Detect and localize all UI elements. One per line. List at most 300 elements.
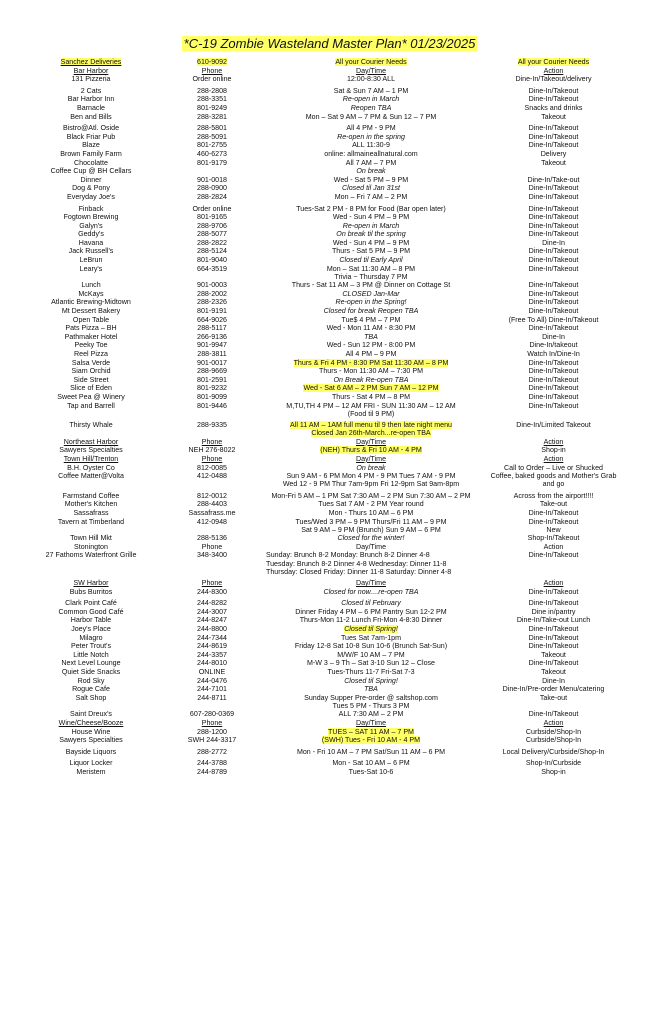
- venue-action: [471, 124, 636, 132]
- venue-name: [26, 316, 156, 324]
- venue-name-text: Fogtown Brewing: [63, 213, 119, 222]
- venue-action-text: Takeout: [541, 112, 566, 121]
- venue-phone-text: 244-8619: [197, 642, 227, 651]
- venue-name: [26, 367, 156, 375]
- venue-hours: [266, 367, 476, 375]
- venue-hours-text: Closed til Spring!: [344, 625, 398, 634]
- venue-hours: [266, 159, 476, 167]
- venue-phone-text: 801-2591: [197, 375, 227, 384]
- venue-name-text: Slice of Eden: [70, 384, 112, 393]
- venue-hours: [266, 230, 476, 238]
- venue-phone: [162, 694, 262, 702]
- venue-name-text: Pathmaker Hotel: [64, 332, 118, 341]
- venue-phone-text: 801-9179: [197, 158, 227, 167]
- table-row: [26, 651, 634, 660]
- venue-phone-text: 244-8800: [197, 625, 227, 634]
- venue-phone-text: 801-9249: [197, 103, 227, 112]
- venue-name: [26, 104, 156, 112]
- venue-name: [26, 588, 156, 596]
- venue-phone-text: 801-2755: [197, 141, 227, 150]
- venue-action-text: Dine-In/Takeout: [528, 247, 579, 256]
- venue-name-text: Lunch: [81, 281, 101, 290]
- venue-phone: [162, 133, 262, 141]
- venue-name-text: 2 Cats: [80, 86, 102, 95]
- table-row: [26, 694, 634, 711]
- venue-action-text: Dine-In/Takeout: [528, 384, 579, 393]
- venue-name-text: Town Hill Mkt: [70, 534, 112, 543]
- venue-name-text: Rogue Cafe: [72, 685, 110, 694]
- venue-name-text: Black Friar Pub: [66, 132, 116, 141]
- venue-name: [26, 230, 156, 238]
- venue-phone-text: 288-1200: [197, 727, 227, 736]
- venue-hours: [266, 464, 476, 472]
- venue-hours: [266, 759, 476, 767]
- venue-hours: [266, 87, 476, 95]
- venue-name: [26, 759, 156, 767]
- venue-phone: [162, 768, 262, 776]
- venue-action: [471, 359, 636, 367]
- venue-action-text: Dine-In/Takeout: [528, 256, 579, 265]
- section-header-venue-phone: [162, 719, 262, 727]
- venue-hours-text: Tues Sat 7 AM - 2 PM Year round: [318, 500, 424, 509]
- venue-hours-text: Closed til February: [341, 599, 401, 608]
- venue-hours: [266, 222, 476, 230]
- venue-hours-text: ALL 7:30 AM – 2 PM: [338, 710, 404, 719]
- table-row: [26, 492, 634, 501]
- venue-hours-text: Sat & Sun 7 AM – 1 PM: [333, 86, 409, 95]
- table-row: [26, 384, 634, 393]
- schedule-table: [26, 58, 634, 777]
- venue-phone: [162, 599, 262, 607]
- venue-hours: [266, 376, 476, 384]
- venue-name: [26, 625, 156, 633]
- venue-action: [471, 509, 636, 517]
- venue-name-text: Atlantic Brewing-Midtown: [51, 298, 131, 307]
- venue-phone-text: 244-8711: [197, 693, 227, 702]
- venue-name: [26, 265, 156, 273]
- venue-phone: [162, 736, 262, 744]
- venue-phone-text: 288-2002: [197, 289, 227, 298]
- table-row: [26, 668, 634, 677]
- venue-phone-text: 412-0948: [197, 517, 227, 526]
- venue-hours: [266, 281, 476, 289]
- venue-phone: [162, 685, 262, 693]
- table-row: [26, 551, 634, 576]
- venue-action: [471, 685, 636, 693]
- venue-action: [471, 402, 636, 410]
- venue-name: [26, 141, 156, 149]
- venue-hours: [266, 534, 476, 542]
- venue-name-text: Stonington: [74, 542, 108, 551]
- section-header-venue-action: [471, 455, 636, 463]
- venue-phone-text: Phone: [201, 718, 223, 727]
- table-row: [26, 333, 634, 342]
- venue-phone-text: 244-3357: [197, 650, 227, 659]
- venue-hours: [266, 193, 476, 201]
- venue-action-text: All your Courier Needs: [517, 58, 590, 66]
- venue-action: [471, 551, 636, 559]
- venue-action: [471, 446, 636, 454]
- venue-name-text: Peter Trout's: [71, 642, 111, 651]
- table-row: [26, 359, 634, 368]
- venue-name: [26, 350, 156, 358]
- section-header-venue-phone: [162, 579, 262, 587]
- table-row: [26, 265, 634, 282]
- venue-name-text: Open Table: [72, 315, 110, 324]
- venue-hours-text: Thurs - Sat 11 AM – 3 PM @ Dinner on Cottage St: [291, 281, 451, 290]
- venue-action-text: Dine-In: [542, 676, 565, 685]
- section-header-row: [26, 67, 634, 76]
- venue-action-text: Dine-In: [542, 332, 565, 341]
- venue-phone: [162, 634, 262, 642]
- venue-name: [26, 736, 156, 744]
- venue-hours-text: M-W 3 – 9 Th – Sat 3-10 Sun 12 – Close: [306, 659, 436, 668]
- venue-name: [26, 384, 156, 392]
- venue-action: [471, 728, 636, 736]
- venue-hours-text: (SWH) Tues - Fri 10 AM - 4 PM: [321, 736, 421, 745]
- venue-action-text: Take-out: [539, 693, 568, 702]
- venue-action-text: Dine-In/Takeout: [528, 551, 579, 560]
- venue-action: [471, 333, 636, 341]
- venue-hours-text: Tues-Sat 2 PM - 8 PM for Food (Bar open later): [296, 204, 446, 213]
- venue-action-text: Dine-In/Takeout: [528, 221, 579, 230]
- venue-name: [26, 659, 156, 667]
- venue-phone: [162, 625, 262, 633]
- venue-name-text: Leary's: [79, 264, 103, 273]
- venue-hours-text: Wed - Sun 12 PM - 8:00 PM: [326, 341, 416, 350]
- venue-phone: [162, 509, 262, 517]
- venue-action: [471, 104, 636, 112]
- venue-name-text: Reel Pizza: [74, 350, 108, 358]
- venue-name-text: Milagro: [79, 633, 103, 642]
- venue-phone: [162, 402, 262, 410]
- venue-hours: [266, 350, 476, 358]
- venue-action-text: Dine-In/Takeout: [528, 633, 579, 642]
- venue-name: [26, 710, 156, 718]
- venue-action-text: Dine-In/Takeout: [528, 392, 579, 401]
- venue-action: [471, 176, 636, 184]
- venue-name: [26, 634, 156, 642]
- venue-name: [26, 281, 156, 289]
- venue-phone: [162, 376, 262, 384]
- venue-action: [471, 265, 636, 273]
- table-row: [26, 256, 634, 265]
- venue-hours: [266, 333, 476, 341]
- venue-hours: [266, 677, 476, 685]
- venue-action-text: Dine-In/Takeout: [528, 710, 579, 719]
- venue-action: [471, 316, 636, 324]
- venue-phone: [162, 113, 262, 121]
- venue-name: [26, 75, 156, 83]
- venue-hours-text: Re-open in the Spring!: [335, 298, 407, 307]
- venue-name-text: Bar Harbor: [73, 66, 109, 75]
- venue-hours-text: M/W/F 10 AM – 7 PM: [337, 650, 405, 659]
- venue-phone: [162, 543, 262, 551]
- venue-hours: [266, 402, 476, 419]
- venue-hours-text: Day/Time: [355, 66, 387, 75]
- venue-name: [26, 685, 156, 693]
- venue-action: [471, 341, 636, 349]
- venue-action-text: Dine-In/Takeout: [528, 367, 579, 376]
- venue-name: [26, 393, 156, 401]
- venue-phone-text: 244-8247: [197, 616, 227, 625]
- venue-hours: [266, 518, 476, 535]
- venue-hours-text: 12:00-8:30 ALL: [346, 75, 396, 84]
- venue-name: [26, 642, 156, 650]
- venue-action: [471, 230, 636, 238]
- venue-action-text: Dine-In: [542, 238, 565, 247]
- venue-hours-text: online: allmaineallnatural.com: [324, 149, 418, 158]
- venue-hours: [266, 384, 476, 392]
- venue-name: [26, 446, 156, 454]
- venue-action-text: Dine-In/Takeout: [528, 204, 579, 213]
- venue-phone-text: NEH 276-8022: [188, 446, 236, 455]
- venue-hours: [266, 341, 476, 349]
- venue-phone-text: 244-0476: [197, 676, 227, 685]
- venue-name: [26, 307, 156, 315]
- venue-name-text: Saint Dreux's: [70, 710, 112, 719]
- venue-phone: [162, 239, 262, 247]
- venue-hours: [266, 167, 476, 175]
- venue-action-text: Action: [543, 718, 564, 727]
- venue-action: [471, 748, 636, 756]
- venue-name-text: Dinner: [80, 175, 102, 184]
- venue-name: [26, 133, 156, 141]
- venue-hours: [266, 256, 476, 264]
- table-row: [26, 290, 634, 299]
- venue-action-text: Dine-In/Takeout: [528, 192, 579, 201]
- venue-hours: [266, 634, 476, 642]
- table-row: [26, 350, 634, 359]
- table-row: [26, 141, 634, 150]
- venue-name: [26, 694, 156, 702]
- venue-phone-text: 288-5091: [197, 132, 227, 141]
- venue-name: [26, 402, 156, 410]
- venue-action: [471, 256, 636, 264]
- table-row: [26, 421, 634, 438]
- venue-phone-text: Order online: [192, 75, 232, 84]
- table-row: [26, 213, 634, 222]
- venue-name: [26, 150, 156, 158]
- venue-phone: [162, 651, 262, 659]
- venue-action: [471, 141, 636, 149]
- venue-hours-text: On Break Re-open TBA: [333, 375, 409, 384]
- venue-phone: [162, 659, 262, 667]
- venue-action: [471, 222, 636, 230]
- venue-hours-text: Wed - Mon 11 AM - 8:30 PM: [326, 324, 416, 333]
- venue-hours-text: Thurs & Fri 4 PM - 8:30 PM Sat 11:30 AM – 8 PM: [293, 358, 449, 367]
- venue-phone-text: 288-5136: [197, 534, 227, 543]
- venue-phone-text: 664-9026: [197, 315, 227, 324]
- venue-action: [471, 492, 636, 500]
- venue-hours-text: Re-open in March: [342, 95, 400, 104]
- section-header-venue-phone: [162, 67, 262, 75]
- table-row: [26, 184, 634, 193]
- venue-phone-text: 244-8282: [197, 599, 227, 608]
- venue-phone-text: 801-9165: [197, 213, 227, 222]
- venue-action: [471, 543, 636, 551]
- venue-name: [26, 608, 156, 616]
- venue-hours-text: Wed - Sun 4 PM – 9 PM: [332, 213, 410, 222]
- venue-phone: [162, 184, 262, 192]
- venue-hours-text: On break: [356, 167, 386, 176]
- venue-name: [26, 543, 156, 551]
- venue-phone-text: 244-8010: [197, 659, 227, 668]
- venue-phone: [162, 205, 262, 213]
- venue-hours: [266, 651, 476, 659]
- venue-action: [471, 759, 636, 767]
- section-header-venue-name: [26, 719, 156, 727]
- venue-hours: [266, 307, 476, 315]
- venue-hours-text: Day/Time: [355, 718, 387, 727]
- venue-name-text: Liquor Locker: [69, 759, 113, 768]
- venue-hours: [266, 625, 476, 633]
- venue-phone: [162, 298, 262, 306]
- venue-action: [471, 95, 636, 103]
- venue-hours: [266, 316, 476, 324]
- venue-hours: [266, 599, 476, 607]
- venue-name-text: Dog & Pony: [72, 184, 110, 193]
- venue-hours: [266, 543, 476, 551]
- venue-hours: [266, 736, 476, 744]
- venue-hours-text: All your Courier Needs: [335, 58, 407, 66]
- section-header-row: [26, 719, 634, 728]
- venue-phone-text: 288-2772: [197, 747, 227, 756]
- venue-action-text: (Free To All) Dine-In/Takeout: [508, 315, 599, 324]
- venue-hours: [266, 58, 476, 66]
- venue-hours: [266, 213, 476, 221]
- venue-phone-text: ONLINE: [198, 668, 226, 677]
- venue-phone-text: 288-4403: [197, 500, 227, 509]
- venue-action-text: Dine-In/Takeout: [528, 599, 579, 608]
- venue-name-text: Jack Russell's: [68, 247, 114, 256]
- venue-action: [471, 518, 636, 535]
- section-header-row: [26, 438, 634, 447]
- venue-action-text: Dine-In/Takeout: [528, 281, 579, 290]
- venue-hours-text: Wed - Sat 5 PM – 9 PM: [333, 175, 409, 184]
- venue-hours-text: CLOSED Jan-Mar: [342, 289, 400, 298]
- venue-hours: [266, 768, 476, 776]
- venue-hours-text: Mon – Sat 11:30 AM – 8 PM Trivia ~ Thursday 7 PM: [326, 264, 416, 281]
- venue-name-text: Tavern at Timberland: [57, 517, 125, 526]
- venue-hours: [266, 472, 476, 489]
- venue-hours: [266, 551, 476, 576]
- venue-hours-text: Sunday: Brunch 8-2 Monday: Brunch 8-2 Dinner 4-8 Tuesday: Brunch 8-2 Dinner 4-8 Wednesday: Dinner 11-8 Thursday: Closed Friday: Dinner 11-8 Saturday: Dinner 4-8: [266, 551, 452, 576]
- venue-hours-text: M,TU,TH 4 PM – 12 AM FRI - SUN 11:30 AM – 12 AM (Food til 9 PM): [286, 401, 456, 418]
- venue-action: [471, 736, 636, 744]
- table-row: [26, 124, 634, 133]
- venue-action-text: Dine-In/Takeout: [528, 307, 579, 316]
- venue-action-text: Dine-In/Takeout New: [528, 517, 579, 534]
- venue-name-text: Chocolatte: [74, 158, 108, 167]
- venue-phone-text: 244-7101: [197, 685, 227, 694]
- venue-action-text: Curbside/Shop-In: [525, 727, 582, 736]
- venue-phone: [162, 281, 262, 289]
- venue-phone: [162, 472, 262, 480]
- venue-action: [471, 659, 636, 667]
- venue-action: [471, 307, 636, 315]
- venue-action: [471, 75, 636, 83]
- venue-hours: [266, 668, 476, 676]
- venue-action: [471, 384, 636, 392]
- venue-action-text: Dine-In/Takeout: [528, 324, 579, 333]
- venue-phone-text: 244-8300: [197, 587, 227, 596]
- venue-phone-text: 460-6273: [197, 149, 227, 158]
- table-row: [26, 239, 634, 248]
- venue-phone: [162, 393, 262, 401]
- venue-action-text: Takeout: [541, 158, 566, 167]
- venue-name: [26, 359, 156, 367]
- venue-action-text: Dine-In/Takeout: [528, 587, 579, 596]
- venue-phone-text: 288-5077: [197, 230, 227, 239]
- venue-name: [26, 677, 156, 685]
- venue-hours-text: Mon - Sat 10 AM – 6 PM: [332, 759, 410, 768]
- venue-hours-text: Day/Time: [355, 542, 387, 551]
- table-row: [26, 588, 634, 597]
- table-row: [26, 307, 634, 316]
- venue-hours-text: Re-open in the spring: [337, 132, 405, 141]
- venue-name: [26, 213, 156, 221]
- venue-name-text: Thirsty Whale: [69, 421, 113, 430]
- venue-phone-text: 801-9099: [197, 392, 227, 401]
- venue-action-text: Dine-In/Takeout: [528, 132, 579, 141]
- venue-name-text: Coffee Cup @ BH Cellars: [50, 167, 132, 176]
- table-row: [26, 58, 634, 67]
- venue-hours: [266, 393, 476, 401]
- venue-action-text: Dine-In/Takeout/delivery: [515, 75, 592, 84]
- venue-hours-text: All 11 AM – 1AM full menu til 9 then late night menu Closed Jan 26th-March...re-open TBA: [290, 421, 452, 438]
- table-row: [26, 324, 634, 333]
- table-row: [26, 736, 634, 745]
- venue-phone: [162, 551, 262, 559]
- venue-hours-text: Mon-Fri 5 AM – 1 PM Sat 7:30 AM – 2 PM Sun 7:30 AM – 2 PM: [271, 491, 471, 500]
- venue-phone: [162, 384, 262, 392]
- venue-action: [471, 625, 636, 633]
- venue-action: [471, 599, 636, 607]
- venue-phone: [162, 150, 262, 158]
- venue-name: [26, 193, 156, 201]
- venue-hours-text: All 4 PM - 9 PM: [346, 124, 396, 133]
- venue-hours-text: Reopen TBA: [350, 103, 392, 112]
- venue-phone: [162, 608, 262, 616]
- venue-hours-text: Re-open in March: [342, 221, 400, 230]
- venue-action: [471, 150, 636, 158]
- venue-hours: [266, 359, 476, 367]
- venue-name: [26, 518, 156, 526]
- venue-name: [26, 124, 156, 132]
- section-header-venue-phone: [162, 438, 262, 446]
- venue-hours-text: On break: [356, 463, 386, 472]
- venue-phone: [162, 213, 262, 221]
- venue-name-text: Rod Sky: [77, 676, 105, 685]
- venue-hours-text: Mon – Fri 7 AM – 2 PM: [334, 192, 408, 201]
- venue-phone-text: 412-0488: [197, 472, 227, 481]
- venue-hours: [266, 659, 476, 667]
- venue-phone: [162, 307, 262, 315]
- venue-action: [471, 376, 636, 384]
- venue-action: [471, 290, 636, 298]
- venue-action: [471, 213, 636, 221]
- venue-phone: [162, 95, 262, 103]
- venue-name: [26, 222, 156, 230]
- venue-hours-text: Tue$ 4 PM – 7 PM: [341, 315, 401, 324]
- table-row: [26, 150, 634, 159]
- venue-name-text: Bubs Burritos: [69, 587, 113, 596]
- venue-name: [26, 551, 156, 559]
- venue-phone: [162, 367, 262, 375]
- venue-phone-text: 610-9092: [197, 58, 227, 66]
- venue-name-text: Common Good Café: [58, 607, 124, 616]
